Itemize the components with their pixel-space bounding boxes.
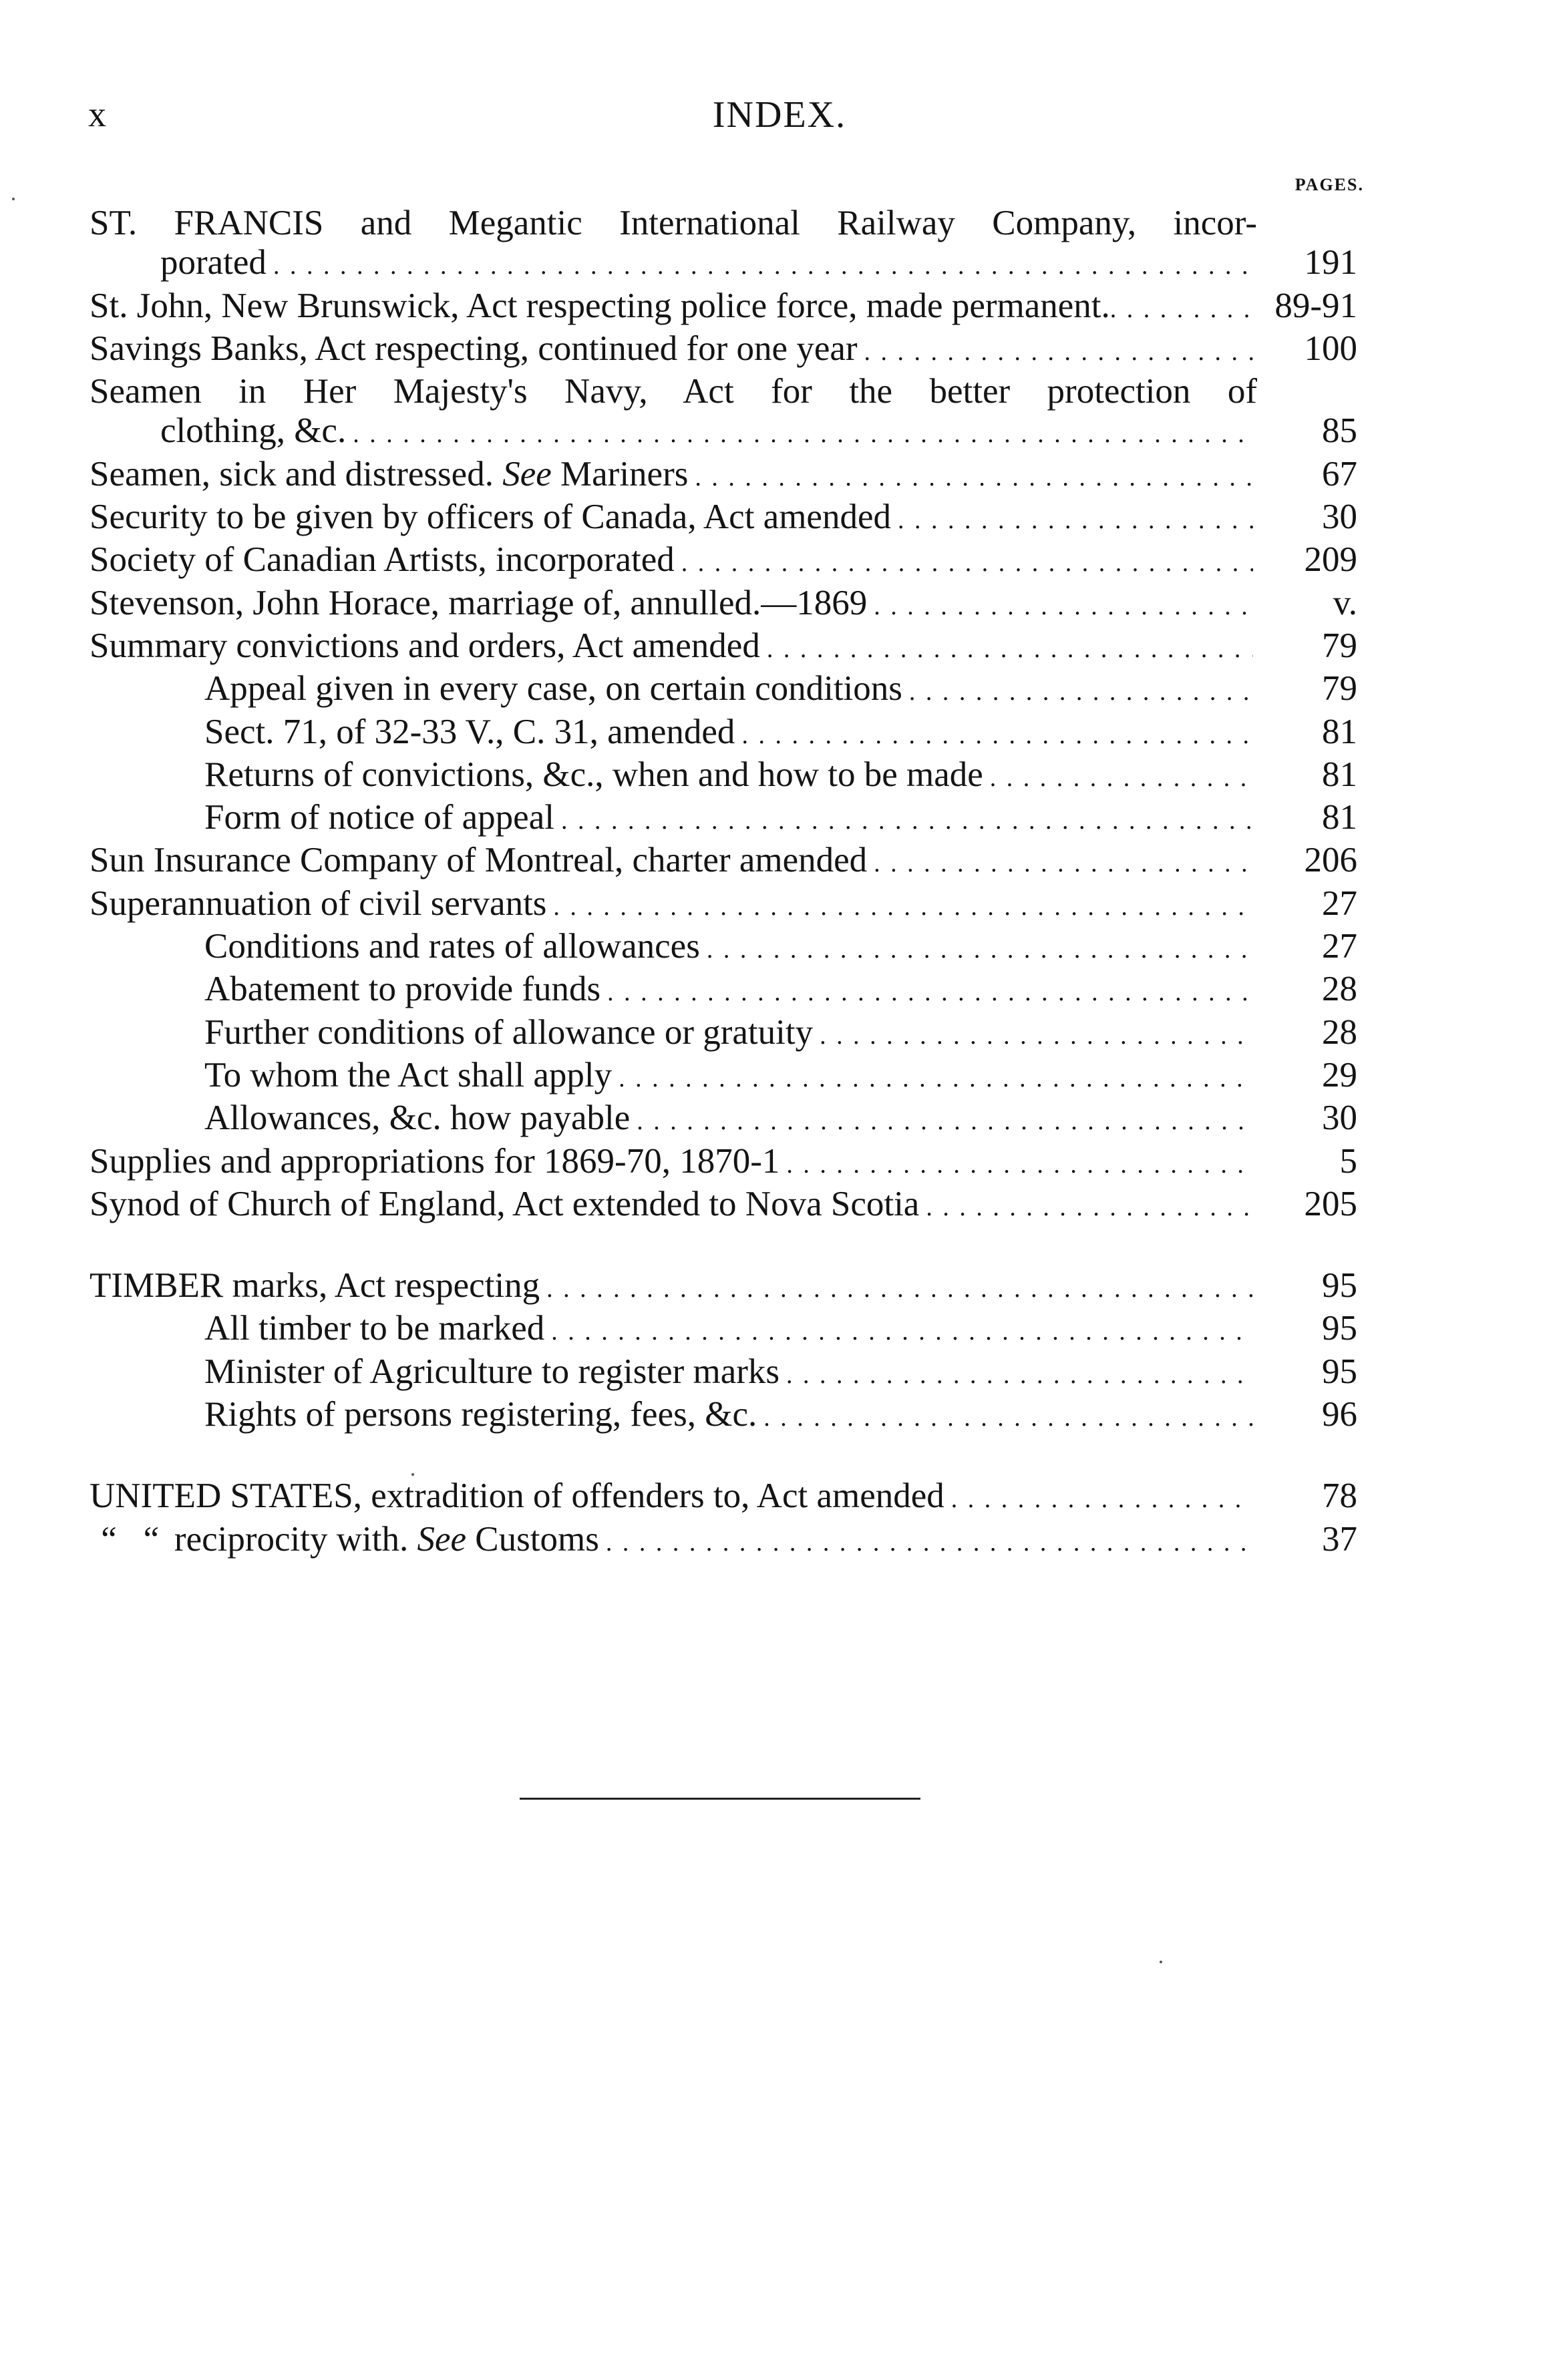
- entry-page: 27: [1322, 927, 1357, 966]
- index-entry: [90, 455, 1357, 498]
- entry-page: 30: [1322, 498, 1357, 537]
- entry-text: Security to be given by officers of Canada, Act amended: [90, 498, 891, 537]
- entry-text: Rights of persons registering, fees, &c.: [204, 1395, 757, 1434]
- index-subentry: [90, 798, 1357, 841]
- index-subentry: [90, 1309, 1357, 1352]
- index-entry: [90, 372, 1357, 411]
- index-entry: [90, 584, 1357, 626]
- index-body: [90, 204, 1357, 1563]
- index-entry: [90, 204, 1357, 243]
- entry-page: 29: [1322, 1055, 1357, 1095]
- entry-text: TIMBER marks, Act respecting: [90, 1266, 540, 1306]
- entry-text: Seamen in Her Majesty's Navy, Act for the better protection of: [90, 372, 1257, 411]
- entry-page: 79: [1322, 626, 1357, 665]
- dot-leader: [874, 844, 1253, 883]
- entry-text: Society of Canadian Artists, incorporated: [90, 540, 675, 580]
- index-subentry: [90, 927, 1357, 970]
- entry-page: 81: [1322, 712, 1357, 751]
- entry-text-part: Customs: [466, 1519, 599, 1559]
- entry-page: 85: [1322, 411, 1357, 451]
- index-subentry: [90, 1013, 1357, 1056]
- entry-page: 95: [1322, 1266, 1357, 1306]
- dot-leader: [864, 333, 1253, 372]
- dot-leader: [926, 1188, 1253, 1227]
- entry-page: 28: [1322, 970, 1357, 1009]
- see-reference: See: [502, 454, 552, 493]
- page-title: INDEX.: [712, 94, 847, 136]
- dot-leader: [607, 973, 1253, 1012]
- entry-text: All timber to be marked: [204, 1309, 545, 1348]
- entry-page: 95: [1322, 1352, 1357, 1391]
- entry-text: Conditions and rates of allowances: [204, 927, 700, 966]
- entry-text: Sun Insurance Company of Montreal, charter amended: [90, 841, 868, 880]
- index-entry: [90, 286, 1357, 329]
- entry-text: porated: [160, 243, 267, 282]
- entry-text: Sect. 71, of 32-33 V., C. 31, amended: [204, 712, 735, 751]
- entry-page: 89-91: [1274, 286, 1357, 325]
- print-speck: [12, 198, 15, 200]
- page-folio: x: [88, 94, 106, 134]
- dot-leader: [786, 1356, 1253, 1395]
- index-subentry: [90, 755, 1357, 798]
- dot-leader: [619, 1059, 1253, 1099]
- entry-page: 96: [1322, 1395, 1357, 1434]
- entry-text: clothing, &c.: [160, 411, 347, 451]
- entry-text: Superannuation of civil servants: [90, 883, 547, 923]
- entry-page: 95: [1322, 1309, 1357, 1348]
- entry-text: Minister of Agriculture to register marks: [204, 1352, 780, 1391]
- dot-leader: [990, 759, 1253, 798]
- print-speck: [1160, 1961, 1162, 1963]
- entry-page: 37: [1322, 1519, 1357, 1559]
- entry-page: 206: [1304, 841, 1357, 880]
- dot-leader: [353, 415, 1253, 454]
- dot-leader: [763, 1398, 1253, 1438]
- dot-leader: [786, 1145, 1253, 1185]
- dot-leader: [951, 1480, 1253, 1519]
- entry-page: 67: [1322, 454, 1357, 493]
- entry-text: UNITED STATES, extradition of offenders to, Act amended: [90, 1476, 944, 1516]
- dot-leader: [606, 1523, 1253, 1563]
- entry-page: 28: [1322, 1012, 1357, 1052]
- entry-page: 79: [1322, 669, 1357, 709]
- dot-leader: [909, 672, 1253, 712]
- index-entry: [90, 498, 1357, 540]
- index-entry: [90, 626, 1357, 669]
- entry-page: 81: [1322, 755, 1357, 794]
- index-subentry: [90, 1352, 1357, 1395]
- dot-leader: [874, 587, 1253, 626]
- entry-page: 27: [1322, 883, 1357, 923]
- entry-text: Supplies and appropriations for 1869-70, 1870-1: [90, 1141, 780, 1181]
- index-entry: [90, 243, 1357, 286]
- index-entry: [90, 1142, 1357, 1185]
- entry-page: v.: [1333, 583, 1357, 622]
- dot-leader: [273, 246, 1253, 286]
- ditto-mark: “: [143, 1519, 160, 1559]
- entry-page: 205: [1304, 1184, 1357, 1223]
- dot-leader: [741, 716, 1253, 755]
- entry-page: 81: [1322, 798, 1357, 837]
- dot-leader: [561, 801, 1253, 841]
- index-subentry: [90, 669, 1357, 712]
- dot-leader: [695, 458, 1253, 498]
- index-entry: [90, 1185, 1357, 1227]
- index-entry: [90, 411, 1357, 454]
- dot-leader: [551, 1312, 1253, 1352]
- entry-page: 30: [1322, 1099, 1357, 1138]
- entry-text-part: Seamen, sick and distressed.: [90, 454, 503, 493]
- dot-leader: [767, 630, 1253, 669]
- index-subentry: [90, 1099, 1357, 1141]
- print-speck: [411, 1473, 414, 1476]
- index-subentry: [90, 1395, 1357, 1438]
- entry-text: Allowances, &c. how payable: [204, 1099, 631, 1138]
- ditto-mark: “: [101, 1519, 117, 1559]
- dot-leader: [546, 1269, 1253, 1309]
- section-gap: [90, 1438, 1357, 1476]
- entry-page: 5: [1339, 1141, 1357, 1181]
- index-entry: [90, 841, 1357, 883]
- dot-leader: [681, 544, 1253, 583]
- entry-text: St. John, New Brunswick, Act respecting police force, made permanent.: [90, 286, 1110, 325]
- entry-page: 100: [1304, 329, 1357, 368]
- index-entry: [90, 1520, 1357, 1563]
- entry-text-part: Mariners: [551, 454, 689, 493]
- entry-text: Synod of Church of England, Act extended to Nova Scotia: [90, 1184, 920, 1223]
- pages-column-heading: PAGES.: [1294, 175, 1364, 194]
- entry-text-part: reciprocity with.: [174, 1519, 417, 1559]
- entry-text: ST. FRANCIS and Megantic International Railway Company, incor-: [90, 204, 1257, 242]
- index-subentry: [90, 713, 1357, 755]
- entry-text: Form of notice of appeal: [204, 798, 554, 837]
- entry-text: Summary convictions and orders, Act amended: [90, 626, 760, 665]
- dot-leader: [1110, 290, 1257, 329]
- dot-leader: [820, 1016, 1253, 1056]
- entry-text: [90, 455, 688, 494]
- index-entry: [90, 1476, 1357, 1519]
- dot-leader: [898, 501, 1253, 540]
- entry-text: Stevenson, John Horace, marriage of, annulled.—1869: [90, 583, 868, 622]
- index-entry: [90, 540, 1357, 583]
- index-subentry: [90, 1056, 1357, 1099]
- dot-leader: [553, 887, 1253, 927]
- entry-text: [174, 1520, 599, 1559]
- index-entry: [90, 884, 1357, 927]
- dot-leader: [707, 930, 1253, 970]
- entry-text: To whom the Act shall apply: [204, 1055, 613, 1095]
- section-gap: [90, 1227, 1357, 1266]
- index-entry: [90, 1266, 1357, 1309]
- index-subentry: [90, 970, 1357, 1012]
- entry-page: 191: [1304, 243, 1357, 282]
- entry-page: 78: [1322, 1476, 1357, 1516]
- entry-text: Abatement to provide funds: [204, 970, 601, 1009]
- see-reference: See: [417, 1519, 467, 1559]
- entry-page: 209: [1304, 540, 1357, 580]
- index-entry: [90, 329, 1357, 372]
- entry-text: Returns of convictions, &c., when and how to be made: [204, 755, 983, 794]
- entry-text: Appeal given in every case, on certain conditions: [204, 669, 902, 709]
- entry-text: Savings Banks, Act respecting, continued for one year: [90, 329, 858, 368]
- dot-leader: [637, 1102, 1253, 1141]
- closing-rule: [520, 1798, 920, 1800]
- entry-text: Further conditions of allowance or gratuity: [204, 1012, 814, 1052]
